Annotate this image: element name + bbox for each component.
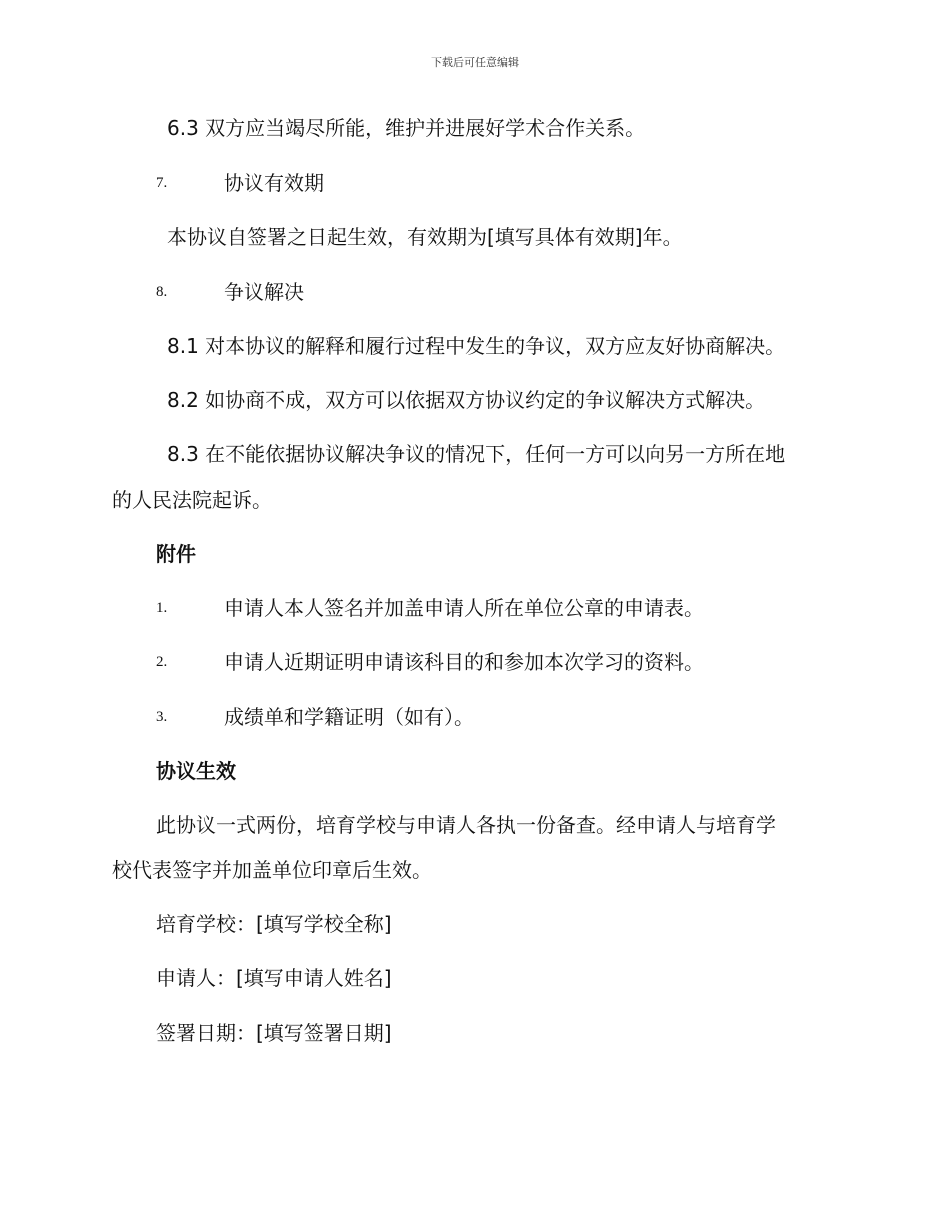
attachment-2-number: 2. <box>156 654 168 670</box>
signature-applicant: 申请人：[填写申请人姓名] <box>156 966 392 990</box>
effectiveness-body-line1: 此协议一式两份，培育学校与申请人各执一份备查。经申请人与培育学 <box>156 813 776 837</box>
clause-6-3: 6.3 双方应当竭尽所能，维护并进展好学术合作关系。 <box>167 116 646 140</box>
section-8-number: 8. <box>156 284 168 300</box>
effectiveness-body-line2: 校代表签字并加盖单位印章后生效。 <box>112 858 432 882</box>
section-7-title: 协议有效期 <box>224 171 324 195</box>
signature-school: 培育学校：[填写学校全称] <box>156 912 392 936</box>
clause-8-3-line2: 的人民法院起诉。 <box>112 488 272 512</box>
section-7-number: 7. <box>156 175 168 191</box>
section-8-title: 争议解决 <box>224 280 304 304</box>
clause-7-body: 本协议自签署之日起生效，有效期为[填写具体有效期]年。 <box>167 225 683 249</box>
clause-8-1: 8.1 对本协议的解释和履行过程中发生的争议，双方应友好协商解决。 <box>167 334 786 358</box>
page-header: 下载后可任意编辑 <box>431 56 519 69</box>
signature-date: 签署日期：[填写签署日期] <box>156 1021 392 1045</box>
clause-8-3-line1: 8.3 在不能依据协议解决争议的情况下，任何一方可以向另一方所在地 <box>167 442 786 466</box>
attachment-3-text: 成绩单和学籍证明（如有）。 <box>224 705 474 729</box>
attachment-3-number: 3. <box>156 709 168 725</box>
clause-8-2: 8.2 如协商不成，双方可以依据双方协议约定的争议解决方式解决。 <box>167 388 766 412</box>
effectiveness-heading: 协议生效 <box>156 759 236 783</box>
attachment-2-text: 申请人近期证明申请该科目的和参加本次学习的资料。 <box>224 650 704 674</box>
attachment-1-number: 1. <box>156 600 168 616</box>
attachment-1-text: 申请人本人签名并加盖申请人所在单位公章的申请表。 <box>224 596 704 620</box>
attachments-heading: 附件 <box>156 542 196 566</box>
